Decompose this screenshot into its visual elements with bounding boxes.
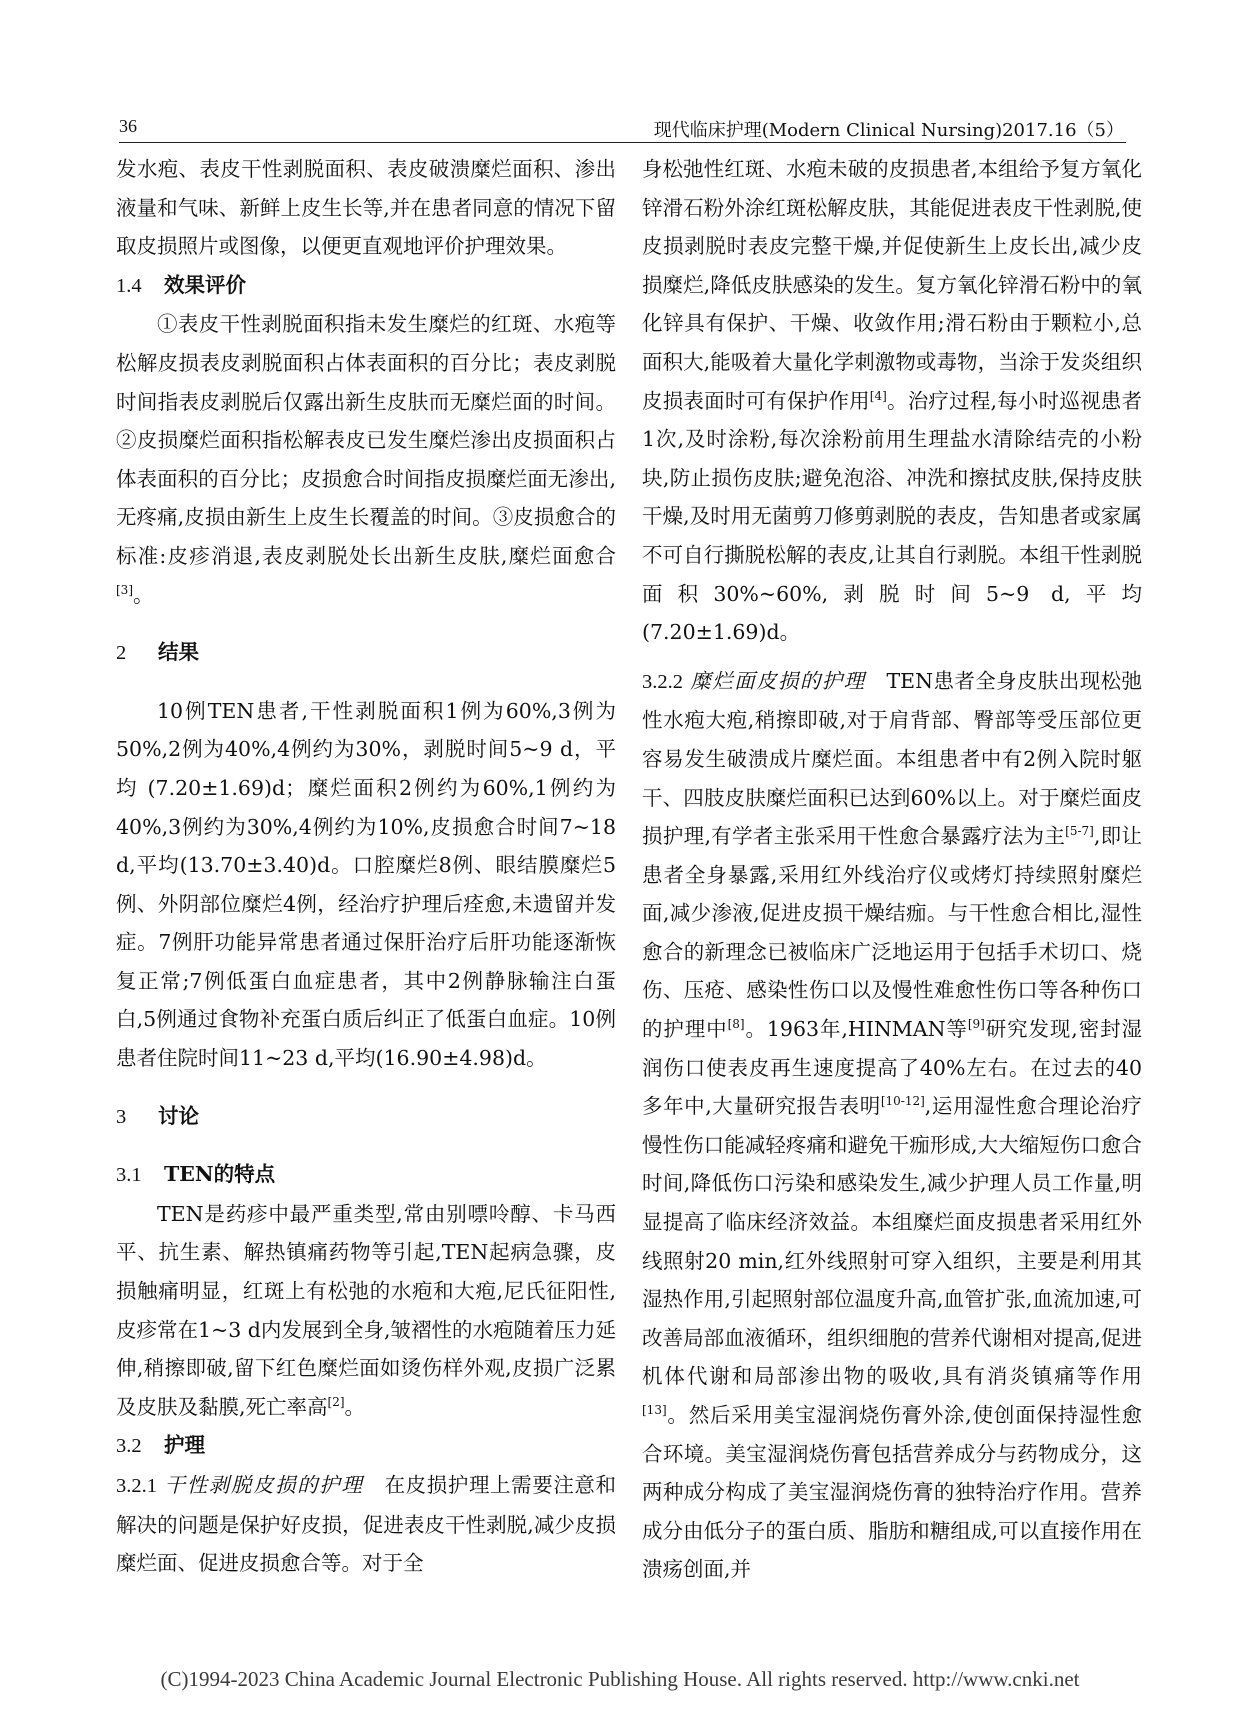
section-title: 结果 [158,640,199,665]
section-title: 效果评价 [164,272,246,297]
subsection-title: 干性剥脱皮损的护理 [164,1473,364,1497]
citation: [5-7] [1065,824,1094,839]
citation: [3] [116,582,133,597]
section-heading-3-2 [116,1426,616,1466]
paragraph-text: 在皮损护理上需要注意和解决的问题是保护好皮损，促进表皮干性剥脱,减少皮损糜烂面、促进皮损愈合等。对于全 [116,1473,617,1576]
paragraph-text: ,运用湿性愈合理论治疗慢性伤口能减轻疼痛和避免干痂形成,大大缩短伤口愈合时间,降低伤口污染和感染发生,减少护理人员工作量,明显提高了临床经济效益。本组糜烂面皮损患者采用红外线照射20 min,红外线照射可穿入组织，主要是利用其湿热作用,引起照射部位温度升高,血管扩张,血流加速,可改善局部血液循环，组织细胞的营养代谢相对提高,促进机体代谢和局部渗出物的吸收,具有消炎镇痛等作用 [642,1094,1142,1389]
citation: [8] [727,1017,745,1032]
paragraph-intro: 发水疱、表皮干性剥脱面积、表皮破溃糜烂面积、渗出液量和气味、新鲜上皮生长等,并在患者同意的情况下留取皮损照片或图像，以便更直观地评价护理效果。 [116,157,616,259]
section-heading-2 [116,633,616,673]
subsection-title: 糜烂面皮损的护理 [690,668,866,693]
citation: [13] [642,1403,667,1418]
paragraph-text: 。治疗过程,每小时巡视患者1次,及时涂粉,每次涂粉前用生理盐水清除结壳的小粉块,防止损伤皮肤;避免泡浴、冲洗和擦拭皮肤,保持皮肤干燥,及时用无菌剪刀修剪剥脱的表皮，告知患者或家属不可自行撕脱松解的表皮,让其自行剥脱。本组干性剥脱面积30%~60%,剥脱时间5~9 d,平均(7.20±1.69)d。 [642,388,1143,645]
section-title: TEN的特点 [164,1162,276,1187]
paragraph-zinc-oxide [642,150,1142,652]
subsection-number: 3.2.1 [116,1475,157,1497]
section-heading-3-1 [116,1155,616,1195]
section-number: 3.1 [116,1164,142,1187]
paragraph-text: ,即让患者全身暴露,采用红外线治疗仪或烤灯持续照射糜烂面,减少渗液,促进皮损干燥结痂。与干性愈合相比,湿性愈合的新理念已被临床广泛地运用于包括手术切口、烧伤、压疮、感染性伤口以及慢性难愈性伤口等各种伤口的护理中 [642,824,1142,1042]
paragraph-text: ①表皮干性剥脱面积指未发生糜烂的红斑、水疱等松解皮损表皮剥脱面积占体表面积的百分比；表皮剥脱时间指表皮剥脱后仅露出新生皮肤而无糜烂面的时间。②皮损糜烂面积指松解表皮已发生糜烂渗出皮损面积占体表面积的百分比；皮损愈合时间指皮损糜烂面无渗出,无疼痛,皮损由新生上皮生长覆盖的时间。③皮损愈合的标准:皮疹消退,表皮剥脱处长出新生皮肤,糜烂面愈合 [116,312,616,568]
running-title: 现代临床护理(Modern Clinical Nursing)2017.16（5） [653,120,1124,141]
paragraph-evaluation [116,305,616,614]
section-number: 1.4 [116,274,142,297]
left-column [116,150,616,1583]
citation: [10-12] [880,1094,925,1109]
right-column [642,150,1142,1589]
section-heading-1-4 [116,266,616,306]
copyright-footer: (C)1994-2023 China Academic Journal Electronic Publishing House. All rights reserved. http://www.cnki.net [160,1667,1080,1691]
paragraph-text: 研究发现,密封湿润伤口使表皮再生速度提高了40%左右。在过去的40多年中,大量研究报告表明 [642,1017,1142,1119]
paragraph-text: 身松弛性红斑、水疱未破的皮损患者,本组给予复方氧化锌滑石粉外涂红斑松解皮肤，其能促进表皮干性剥脱,使皮损剥脱时表皮完整干燥,并促使新生上皮长出,减少皮损糜烂,降低皮肤感染的发生。复方氧化锌滑石粉中的氧化锌具有保护、干燥、收敛作用;滑石粉由于颗粒小,总面积大,能吸着大量化学刺激物或毒物，当涂于发炎组织皮损表面时可有保护作用 [642,157,1142,413]
paragraph-dry-peeling [116,1466,616,1583]
page-number: 36 [119,116,137,136]
paragraph-end: 。 [344,1394,366,1419]
section-number: 2 [116,642,127,665]
paragraph-text: 。1963年,HINMAN等 [744,1017,968,1042]
section-number: 3 [116,1105,127,1128]
section-heading-3 [116,1097,616,1137]
subsection-number: 3.2.2 [642,670,683,693]
paragraph-end: 。 [133,582,154,607]
header-rule [119,142,1126,143]
paragraph-text: 。然后采用美宝湿润烧伤膏外涂,使创面保持湿性愈合环境。美宝湿润烧伤膏包括营养成分与药物成分，这两种成分构成了美宝湿润烧伤膏的独特治疗作用。营养成分由低分子的蛋白质、脂肪和糖组成,可以直接作用在溃疡创面,并 [642,1403,1142,1582]
section-title: 护理 [164,1433,205,1458]
paragraph-erosion-care [642,662,1142,1589]
paragraph-results: 10例TEN患者,干性剥脱面积1例为60%,3例为50%,2例为40%,4例约为30%，剥脱时间5~9 d，平均 (7.20±1.69)d；糜烂面积2例约为60%,1例约为40%,3例约为30%,4例约为10%,皮损愈合时间7~18 d,平均(13.70±3.40)d。口腔糜烂8例、眼结膜糜烂5例、外阴部位糜烂4例，经治疗护理后痊愈,未遗留并发症。7例肝功能异常患者通过保肝治疗后肝功能逐渐恢复正常;7例低蛋白血症患者，其中2例静脉输注白蛋白,5例通过食物补充蛋白质后纠正了低蛋白血症。10例患者住院时间11~23 d,平均(16.90±4.98)d。 [116,698,616,1071]
paragraph-ten-features [116,1195,616,1427]
citation: [2] [327,1394,345,1409]
paragraph-text: TEN患者全身皮肤出现松弛性水疱大疱,稍擦即破,对于肩背部、臀部等受压部位更容易发生破溃成片糜烂面。本组患者中有2例入院时躯干、四肢皮肤糜烂面积已达到60%以上。对于糜烂面皮损护理,有学者主张采用干性愈合暴露疗法为主 [642,668,1143,849]
section-title: 讨论 [158,1103,199,1128]
paragraph-text: TEN是药疹中最严重类型,常由别嘌呤醇、卡马西平、抗生素、解热镇痛药物等引起,TEN起病急骤，皮损触痛明显，红斑上有松弛的水疱和大疱,尼氏征阳性,皮疹常在1~3 d内发展到全身,皱褶性的水疱随着压力延伸,稍擦即破,留下红色糜烂面如烫伤样外观,皮损广泛累及皮肤及黏膜,死亡率高 [116,1201,616,1419]
citation: [4] [869,388,887,403]
citation: [9] [967,1017,985,1032]
section-number: 3.2 [116,1435,142,1458]
